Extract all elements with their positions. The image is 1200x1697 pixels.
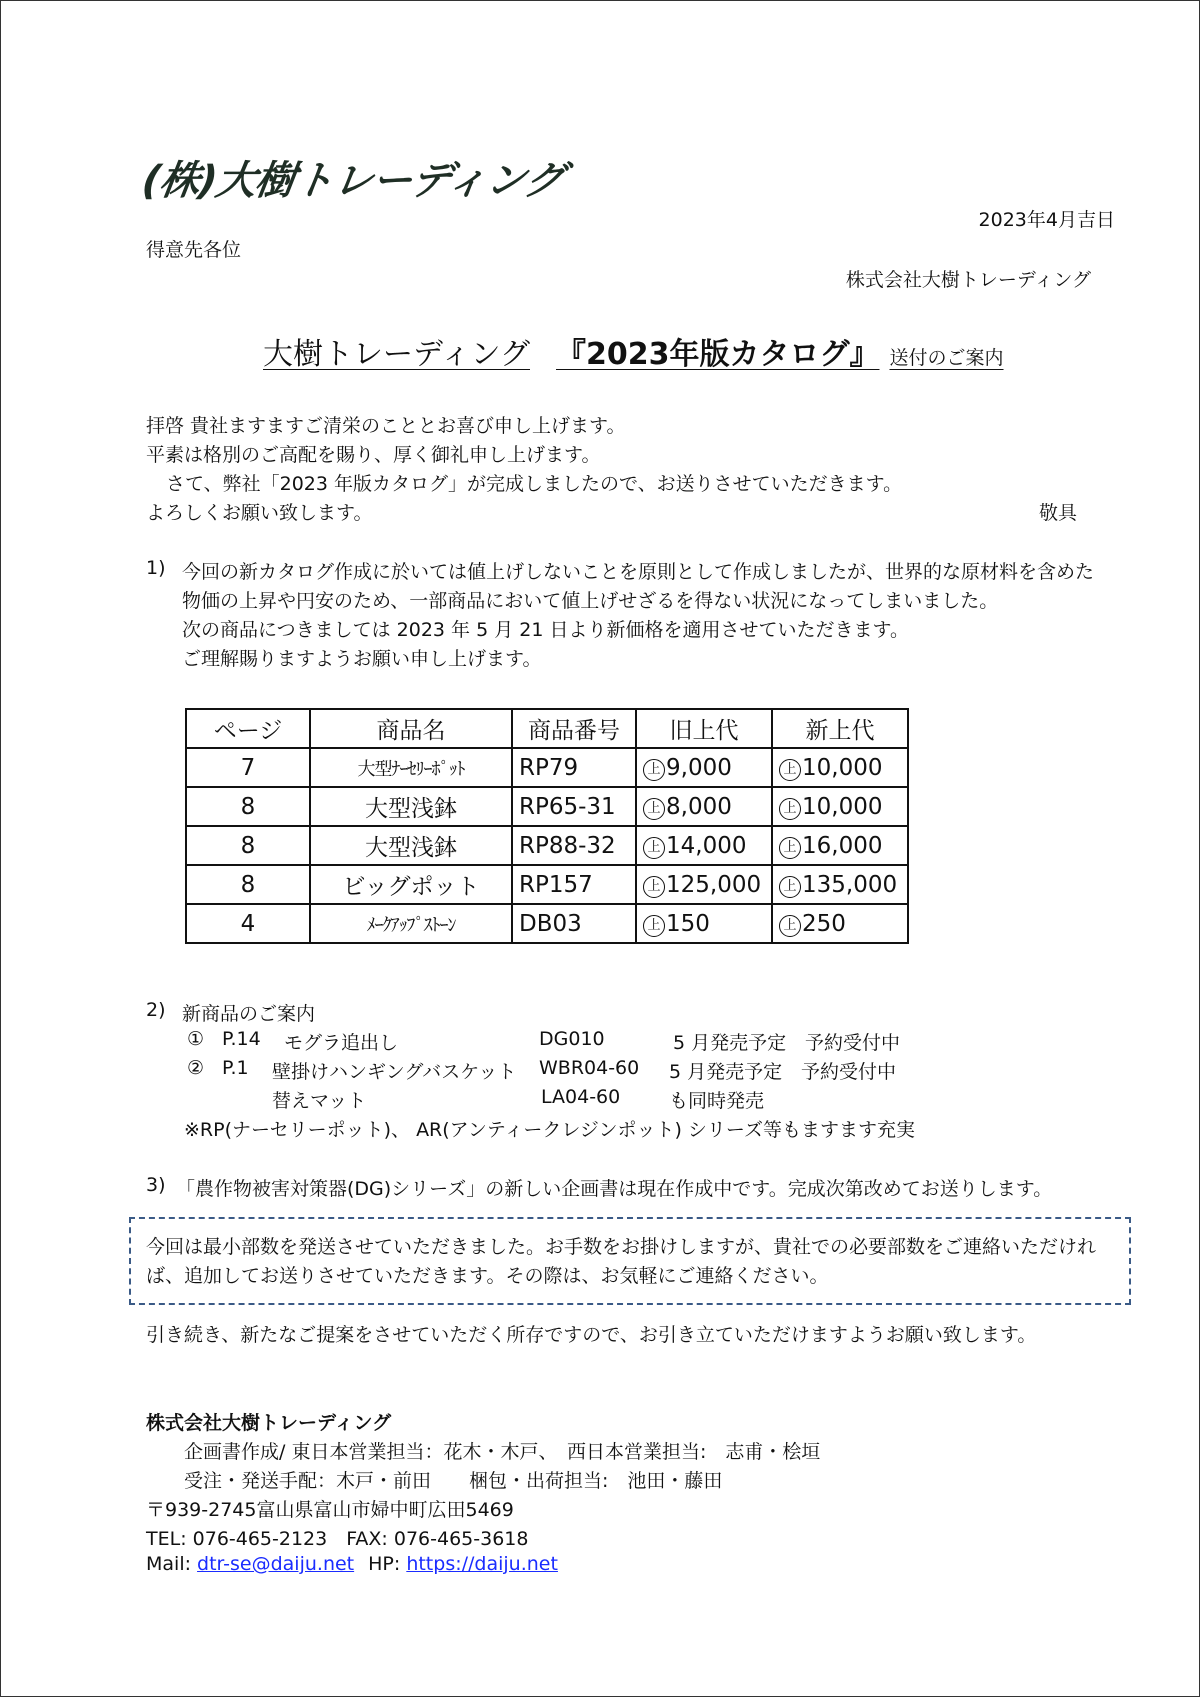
price-mark-icon: 上 xyxy=(643,798,665,820)
footer-staff: 企画書作成/ 東日本営業担当：花木・木戸、 西日本営業担当: 志甫・桧垣 xyxy=(184,1441,821,1463)
price-mark-icon: 上 xyxy=(779,876,801,898)
greeting-line: よろしくお願い致します。 xyxy=(146,502,373,524)
section1-line: 物価の上昇や円安のため、一部商品において値上げせざるを得ない状況になってしまいました。 xyxy=(182,590,999,612)
price-mark-icon: 上 xyxy=(779,915,801,937)
cell-page: 8 xyxy=(186,787,310,826)
sender-name: 株式会社大樹トレーディング xyxy=(845,269,1091,291)
item-sub-code: LA04-60 xyxy=(541,1086,621,1108)
cell-page: 8 xyxy=(186,826,310,865)
cell-product-code: DB03 xyxy=(512,904,636,943)
cell-product-name: ﾒｰｸｱｯﾌﾟｽﾄｰﾝ xyxy=(310,904,512,943)
mail-link[interactable]: dtr-se@daiju.net xyxy=(197,1553,355,1575)
section2-label: 2) xyxy=(146,999,166,1021)
cell-product-name: 大型浅鉢 xyxy=(310,787,512,826)
mail-label: Mail: xyxy=(146,1553,198,1575)
item-status: 予約受付中 xyxy=(801,1061,897,1083)
footer-address: 〒939-2745富山県富山市婦中町広田5469 xyxy=(146,1499,514,1521)
cell-new-price: 上 250 xyxy=(772,904,908,943)
cell-new-price: 上 10,000 xyxy=(772,748,908,787)
cell-new-price: 上 16,000 xyxy=(772,826,908,865)
section1-label: 1) xyxy=(146,557,166,579)
cell-product-code: RP157 xyxy=(512,865,636,904)
footer-company: 株式会社大樹トレーディング xyxy=(146,1412,392,1434)
column-header: ページ xyxy=(186,709,310,748)
price-mark-icon: 上 xyxy=(643,915,665,937)
table-row xyxy=(186,904,908,943)
item-name: モグラ追出し xyxy=(284,1032,399,1054)
document-title xyxy=(263,329,1004,373)
cell-new-price: 上 135,000 xyxy=(772,865,908,904)
table-header-row xyxy=(186,709,908,748)
column-header: 商品番号 xyxy=(512,709,636,748)
letter-date: 2023年4月吉日 xyxy=(978,209,1115,231)
section1-line: ご理解賜りますようお願い申し上げます。 xyxy=(182,648,542,670)
company-logo: (株)大樹トレーディング xyxy=(139,158,567,204)
closing-line: 引き続き、新たなご提案をさせていただく所存ですので、お引き立ていただけますようお願い致します。 xyxy=(146,1324,1037,1346)
cell-new-price: 上 10,000 xyxy=(772,787,908,826)
cell-product-code: RP65-31 xyxy=(512,787,636,826)
footer-contact xyxy=(146,1553,558,1575)
item-release: 5 月発売予定 xyxy=(673,1032,787,1054)
table-row xyxy=(186,787,908,826)
cell-old-price: 上 14,000 xyxy=(636,826,772,865)
cell-old-price: 上 9,000 xyxy=(636,748,772,787)
greeting-line: 拝啓 貴社ますますご清栄のこととお喜び申し上げます。 xyxy=(146,415,626,437)
item-mark: ② xyxy=(187,1057,205,1079)
item-name: 壁掛けハンギングバスケット xyxy=(272,1061,517,1083)
notice-line: 今回は最小部数を発送させていただきました。お手数をお掛けしますが、貴社での必要部数をご連絡いただけれ xyxy=(146,1236,1097,1258)
price-mark-icon: 上 xyxy=(779,837,801,859)
column-header: 新上代 xyxy=(772,709,908,748)
series-note: ※RP(ナーセリーポット)、 AR(アンティークレジンポット) シリーズ等もますます充実 xyxy=(184,1119,915,1141)
title-company: 大樹トレーディング xyxy=(263,337,530,372)
item-code: WBR04-60 xyxy=(539,1057,640,1079)
cell-product-code: RP88-32 xyxy=(512,826,636,865)
cell-product-name: 大型浅鉢 xyxy=(310,826,512,865)
item-release: 5 月発売予定 xyxy=(669,1061,783,1083)
price-mark-icon: 上 xyxy=(779,759,801,781)
price-mark-icon: 上 xyxy=(779,798,801,820)
cell-product-name: 大型ﾅｰｾﾘｰﾎﾟｯﾄ xyxy=(310,748,512,787)
cell-product-code: RP79 xyxy=(512,748,636,787)
item-status: 予約受付中 xyxy=(805,1032,901,1054)
cell-page: 4 xyxy=(186,904,310,943)
cell-product-name: ビッグポット xyxy=(310,865,512,904)
column-header: 商品名 xyxy=(310,709,512,748)
section3-label: 3) xyxy=(146,1174,166,1196)
cell-old-price: 上 150 xyxy=(636,904,772,943)
footer-tel-fax: TEL: 076-465-2123 FAX: 076-465-3618 xyxy=(146,1528,529,1550)
title-catalog: 『2023年版カタログ』 xyxy=(556,337,880,372)
table-row xyxy=(186,748,908,787)
price-mark-icon: 上 xyxy=(643,837,665,859)
item-mark: ① xyxy=(187,1028,205,1050)
section2-heading: 新商品のご案内 xyxy=(182,1003,316,1025)
section1-line: 次の商品につきましては 2023 年 5 月 21 日より新価格を適用させていただきます。 xyxy=(182,619,909,641)
section3-text: 「農作物被害対策器(DG)シリーズ」の新しい企画書は現在作成中です。完成次第改めてお送りします。 xyxy=(176,1178,1053,1200)
price-mark-icon: 上 xyxy=(643,759,665,781)
price-table xyxy=(185,708,909,944)
closing-word: 敬具 xyxy=(1039,502,1078,524)
section1-line: 今回の新カタログ作成に於いては値上げしないことを原則として作成しましたが、世界的な原材料を含めた xyxy=(182,561,1095,583)
price-mark-icon: 上 xyxy=(643,876,665,898)
item-sub-name: 替えマット xyxy=(272,1090,367,1112)
item-sub-note: も同時発売 xyxy=(669,1090,765,1112)
column-header: 旧上代 xyxy=(636,709,772,748)
cell-page: 7 xyxy=(186,748,310,787)
recipient: 得意先各位 xyxy=(146,239,242,261)
cell-old-price: 上 125,000 xyxy=(636,865,772,904)
item-page: P.1 xyxy=(222,1057,249,1079)
greeting-line: さて、弊社「2023 年版カタログ」が完成しましたので、お送りさせていただきます。 xyxy=(166,473,903,495)
footer-staff: 受注・発送手配：木戸・前田 梱包・出荷担当: 池田・藤田 xyxy=(184,1470,723,1492)
table-row xyxy=(186,865,908,904)
title-suffix: 送付のご案内 xyxy=(889,347,1004,369)
item-code: DG010 xyxy=(539,1028,605,1050)
table-row xyxy=(186,826,908,865)
notice-line: ば、追加してお送りさせていただきます。その際は、お気軽にご連絡ください。 xyxy=(146,1265,829,1287)
hp-label: HP: xyxy=(368,1553,407,1575)
item-page: P.14 xyxy=(222,1028,261,1050)
hp-link[interactable]: https://daiju.net xyxy=(406,1553,558,1575)
cell-page: 8 xyxy=(186,865,310,904)
greeting-line: 平素は格別のご高配を賜り、厚く御礼申し上げます。 xyxy=(146,444,601,466)
cell-old-price: 上 8,000 xyxy=(636,787,772,826)
